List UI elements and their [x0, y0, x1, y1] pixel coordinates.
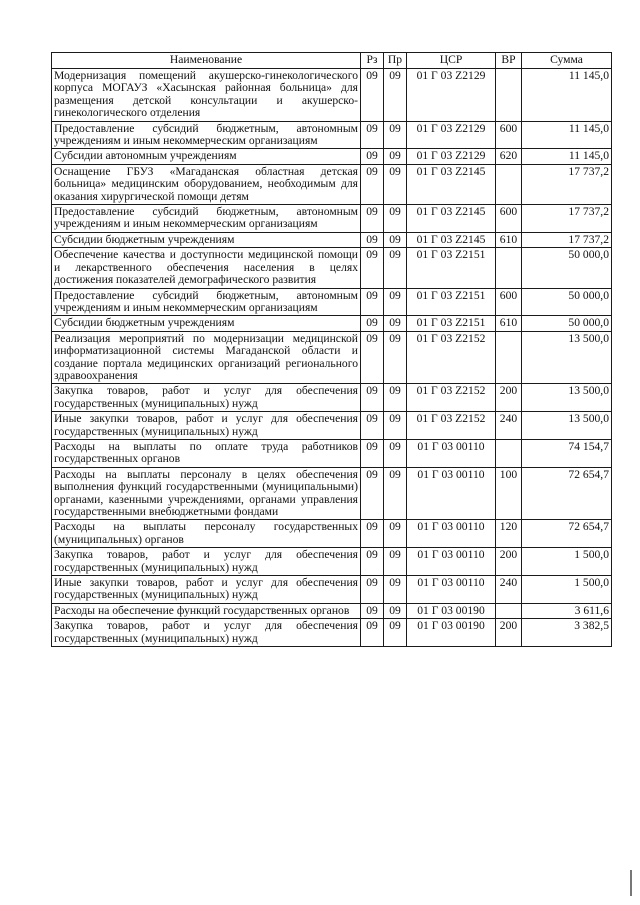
cell-vr: 200 — [496, 384, 522, 412]
cell-name: Предоставление субсидий бюджетным, автономным учреждениям и иным некоммерческим организациям — [52, 288, 361, 316]
cell-rz: 09 — [361, 619, 384, 647]
cell-name: Закупка товаров, работ и услуг для обеспечения государственных (муниципальных) нужд — [52, 619, 361, 647]
cell-csr: 01 Г 03 Z2129 — [407, 121, 496, 149]
cell-name: Расходы на выплаты персоналу в целях обеспечения выполнения функций государственными (муниципальными) органами, казенными учреждениями, органами управления государственными внебюджетными фондами — [52, 467, 361, 520]
cell-vr — [496, 69, 522, 122]
cell-rz: 09 — [361, 520, 384, 548]
table-row — [52, 576, 612, 604]
cell-csr: 01 Г 03 Z2151 — [407, 288, 496, 316]
cell-csr: 01 Г 03 00190 — [407, 619, 496, 647]
cell-csr: 01 Г 03 00110 — [407, 467, 496, 520]
cell-pr: 09 — [384, 69, 407, 122]
cell-name: Закупка товаров, работ и услуг для обеспечения государственных (муниципальных) нужд — [52, 548, 361, 576]
cell-sum: 72 654,7 — [522, 520, 612, 548]
cell-name: Субсидии бюджетным учреждениям — [52, 316, 361, 331]
cell-pr: 09 — [384, 412, 407, 440]
cell-csr: 01 Г 03 Z2129 — [407, 149, 496, 164]
table-row — [52, 288, 612, 316]
cell-pr: 09 — [384, 439, 407, 467]
cell-name: Модернизация помещений акушерско-гинекологического корпуса МОГАУЗ «Хасынская районная больница» для размещения детской консультации и акушерско-гинекологического отделения — [52, 69, 361, 122]
cell-rz: 09 — [361, 603, 384, 618]
cell-vr: 610 — [496, 316, 522, 331]
cell-vr — [496, 331, 522, 384]
table-row — [52, 316, 612, 331]
cell-vr: 100 — [496, 467, 522, 520]
cell-pr: 09 — [384, 205, 407, 233]
cell-vr: 240 — [496, 576, 522, 604]
cell-sum: 1 500,0 — [522, 576, 612, 604]
cell-rz: 09 — [361, 412, 384, 440]
cell-rz: 09 — [361, 439, 384, 467]
cell-csr: 01 Г 03 Z2145 — [407, 205, 496, 233]
cell-csr: 01 Г 03 Z2152 — [407, 412, 496, 440]
cell-csr: 01 Г 03 00110 — [407, 439, 496, 467]
cell-pr: 09 — [384, 248, 407, 288]
cell-sum: 3 611,6 — [522, 603, 612, 618]
table-row — [52, 248, 612, 288]
header-row — [52, 53, 612, 69]
table-row — [52, 384, 612, 412]
header-vr: ВР — [496, 53, 522, 69]
cell-rz: 09 — [361, 288, 384, 316]
cell-pr: 09 — [384, 316, 407, 331]
header-pr: Пр — [384, 53, 407, 69]
cell-pr: 09 — [384, 576, 407, 604]
table-row — [52, 603, 612, 618]
cell-vr: 600 — [496, 121, 522, 149]
cell-rz: 09 — [361, 164, 384, 204]
cell-rz: 09 — [361, 331, 384, 384]
table-row — [52, 149, 612, 164]
cell-csr: 01 Г 03 Z2152 — [407, 331, 496, 384]
cell-name: Обеспечение качества и доступности медицинской помощи и лекарственного обеспечения населения в целях достижения показателей демографического развития — [52, 248, 361, 288]
cell-csr: 01 Г 03 00190 — [407, 603, 496, 618]
cell-name: Расходы на обеспечение функций государственных органов — [52, 603, 361, 618]
cell-name: Иные закупки товаров, работ и услуг для обеспечения государственных (муниципальных) нужд — [52, 576, 361, 604]
cell-csr: 01 Г 03 00110 — [407, 520, 496, 548]
cell-pr: 09 — [384, 149, 407, 164]
cell-csr: 01 Г 03 00110 — [407, 576, 496, 604]
cell-sum: 3 382,5 — [522, 619, 612, 647]
cell-name: Реализация мероприятий по модернизации медицинской информатизационной системы Магаданской области и создание портала медицинских организаций регионального здравоохранения — [52, 331, 361, 384]
cell-sum: 13 500,0 — [522, 384, 612, 412]
table-row — [52, 548, 612, 576]
cell-rz: 09 — [361, 384, 384, 412]
cell-sum: 11 145,0 — [522, 69, 612, 122]
table-row — [52, 467, 612, 520]
table-row — [52, 412, 612, 440]
cell-sum: 17 737,2 — [522, 205, 612, 233]
cell-vr — [496, 603, 522, 618]
cell-pr: 09 — [384, 603, 407, 618]
header-csr: ЦСР — [407, 53, 496, 69]
table-row — [52, 205, 612, 233]
cell-vr — [496, 164, 522, 204]
scan-edge-mark — [630, 870, 632, 896]
cell-rz: 09 — [361, 576, 384, 604]
table-row — [52, 232, 612, 247]
cell-sum: 11 145,0 — [522, 149, 612, 164]
cell-sum: 13 500,0 — [522, 331, 612, 384]
cell-csr: 01 Г 03 Z2151 — [407, 248, 496, 288]
cell-csr: 01 Г 03 Z2145 — [407, 164, 496, 204]
cell-csr: 01 Г 03 Z2129 — [407, 69, 496, 122]
cell-vr: 610 — [496, 232, 522, 247]
cell-vr: 240 — [496, 412, 522, 440]
cell-pr: 09 — [384, 164, 407, 204]
cell-vr — [496, 248, 522, 288]
cell-vr: 600 — [496, 205, 522, 233]
cell-pr: 09 — [384, 467, 407, 520]
table-row — [52, 69, 612, 122]
cell-sum: 13 500,0 — [522, 412, 612, 440]
cell-sum: 74 154,7 — [522, 439, 612, 467]
cell-name: Оснащение ГБУЗ «Магаданская областная детская больница» медицинским оборудованием, необходимым для оказания хирургической помощи детям — [52, 164, 361, 204]
cell-rz: 09 — [361, 248, 384, 288]
cell-csr: 01 Г 03 00110 — [407, 548, 496, 576]
table-row — [52, 331, 612, 384]
table-row — [52, 619, 612, 647]
cell-name: Расходы на выплаты персоналу государственных (муниципальных) органов — [52, 520, 361, 548]
cell-rz: 09 — [361, 548, 384, 576]
cell-pr: 09 — [384, 520, 407, 548]
cell-csr: 01 Г 03 Z2145 — [407, 232, 496, 247]
cell-rz: 09 — [361, 121, 384, 149]
header-rz: Рз — [361, 53, 384, 69]
cell-name: Расходы на выплаты по оплате труда работников государственных органов — [52, 439, 361, 467]
cell-name: Субсидии автономным учреждениям — [52, 149, 361, 164]
cell-vr: 120 — [496, 520, 522, 548]
cell-rz: 09 — [361, 149, 384, 164]
header-sum: Сумма — [522, 53, 612, 69]
budget-table — [51, 52, 612, 647]
cell-sum: 1 500,0 — [522, 548, 612, 576]
table-row — [52, 520, 612, 548]
cell-vr: 200 — [496, 548, 522, 576]
cell-pr: 09 — [384, 331, 407, 384]
cell-rz: 09 — [361, 232, 384, 247]
cell-name: Предоставление субсидий бюджетным, автономным учреждениям и иным некоммерческим организациям — [52, 121, 361, 149]
cell-sum: 50 000,0 — [522, 288, 612, 316]
cell-name: Иные закупки товаров, работ и услуг для обеспечения государственных (муниципальных) нужд — [52, 412, 361, 440]
cell-pr: 09 — [384, 232, 407, 247]
cell-sum: 50 000,0 — [522, 248, 612, 288]
cell-rz: 09 — [361, 316, 384, 331]
cell-csr: 01 Г 03 Z2151 — [407, 316, 496, 331]
cell-pr: 09 — [384, 121, 407, 149]
cell-sum: 11 145,0 — [522, 121, 612, 149]
cell-sum: 72 654,7 — [522, 467, 612, 520]
cell-rz: 09 — [361, 205, 384, 233]
cell-csr: 01 Г 03 Z2152 — [407, 384, 496, 412]
cell-sum: 17 737,2 — [522, 232, 612, 247]
cell-vr: 600 — [496, 288, 522, 316]
cell-rz: 09 — [361, 467, 384, 520]
cell-vr — [496, 439, 522, 467]
table-row — [52, 121, 612, 149]
cell-vr: 200 — [496, 619, 522, 647]
cell-sum: 17 737,2 — [522, 164, 612, 204]
table-row — [52, 164, 612, 204]
cell-vr: 620 — [496, 149, 522, 164]
cell-name: Закупка товаров, работ и услуг для обеспечения государственных (муниципальных) нужд — [52, 384, 361, 412]
cell-rz: 09 — [361, 69, 384, 122]
cell-name: Предоставление субсидий бюджетным, автономным учреждениям и иным некоммерческим организациям — [52, 205, 361, 233]
cell-sum: 50 000,0 — [522, 316, 612, 331]
header-name: Наименование — [52, 53, 361, 69]
cell-name: Субсидии бюджетным учреждениям — [52, 232, 361, 247]
table-row — [52, 439, 612, 467]
cell-pr: 09 — [384, 288, 407, 316]
table-body — [52, 69, 612, 647]
table-header — [52, 53, 612, 69]
cell-pr: 09 — [384, 384, 407, 412]
cell-pr: 09 — [384, 548, 407, 576]
cell-pr: 09 — [384, 619, 407, 647]
